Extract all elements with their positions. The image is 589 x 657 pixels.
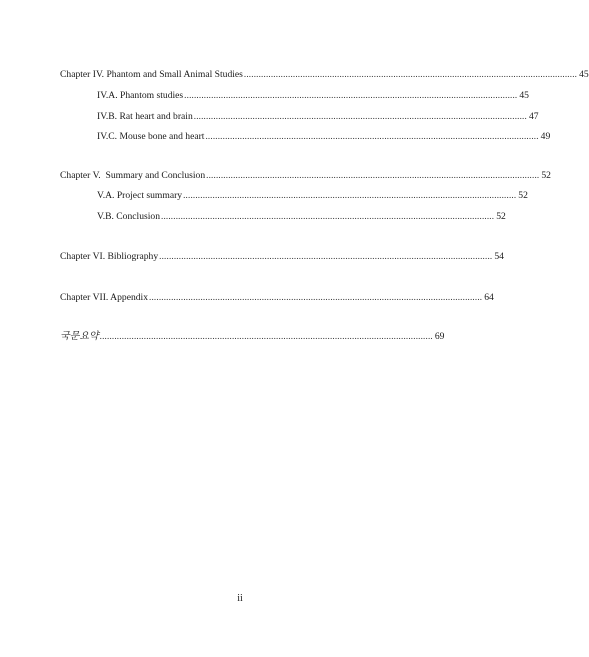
- toc-dot-leader: ........................................................................................................................................: [206, 170, 540, 180]
- toc-entry-title: 국문요약: [60, 331, 99, 342]
- toc-dot-leader: ........................................................................................................................................: [184, 90, 518, 100]
- toc-entry-title: Chapter VI. Bibliography: [60, 251, 159, 262]
- toc-dot-leader: ........................................................................................................................................: [243, 69, 578, 79]
- toc-entry-chapter-7: [60, 290, 494, 304]
- toc-entry-title: IV.C. Mouse bone and heart: [97, 131, 205, 142]
- toc-entry-title: Chapter V. Summary and Conclusion: [60, 170, 206, 181]
- toc-entry-title: V.A. Project summary: [97, 190, 183, 201]
- toc-entry-page: 52: [518, 190, 528, 201]
- toc-dot-leader: ........................................................................................................................................: [159, 251, 493, 261]
- toc-dot-leader: ........................................................................................................................................: [161, 211, 495, 221]
- toc-entry-page: 45: [519, 90, 529, 101]
- toc-dot-leader: ........................................................................................................................................: [183, 190, 517, 200]
- toc-dot-leader: ........................................................................................................................................: [99, 331, 433, 341]
- toc-entry-korean-abstract: [60, 329, 445, 343]
- toc-entry-chapter-4: [60, 67, 589, 81]
- toc-dot-leader: ........................................................................................................................................: [149, 292, 483, 302]
- toc-entry-title: Chapter IV. Phantom and Small Animal Studies: [60, 69, 243, 80]
- toc-entry-page: 52: [496, 211, 506, 222]
- toc-entry-section-5a: [97, 188, 528, 202]
- toc-entry-section-4b: [97, 109, 539, 123]
- toc-entry-page: 52: [541, 170, 551, 181]
- toc-entry-section-4c: [97, 129, 551, 143]
- toc-entry-title: V.B. Conclusion: [97, 211, 160, 222]
- toc-entry-chapter-6: [60, 249, 504, 263]
- toc-entry-title: Chapter VII. Appendix: [60, 292, 149, 303]
- toc-entry-chapter-5: [60, 168, 551, 182]
- toc-entry-page: 69: [434, 331, 445, 342]
- toc-entry-page: 49: [540, 131, 551, 142]
- toc-entry-page: 64: [484, 292, 494, 303]
- toc-dot-leader: ........................................................................................................................................: [193, 111, 527, 121]
- toc-entry-section-4a: [97, 88, 529, 102]
- toc-entry-title: IV.B. Rat heart and brain: [97, 111, 193, 122]
- toc-entry-title: IV.A. Phantom studies: [97, 90, 184, 101]
- toc-entry-section-5b: [97, 209, 506, 223]
- page-number: ii: [237, 593, 243, 604]
- toc-entry-page: 45: [579, 69, 589, 80]
- toc-dot-leader: ........................................................................................................................................: [205, 131, 539, 141]
- toc-entry-page: 47: [528, 111, 539, 122]
- toc-entry-page: 54: [494, 251, 504, 262]
